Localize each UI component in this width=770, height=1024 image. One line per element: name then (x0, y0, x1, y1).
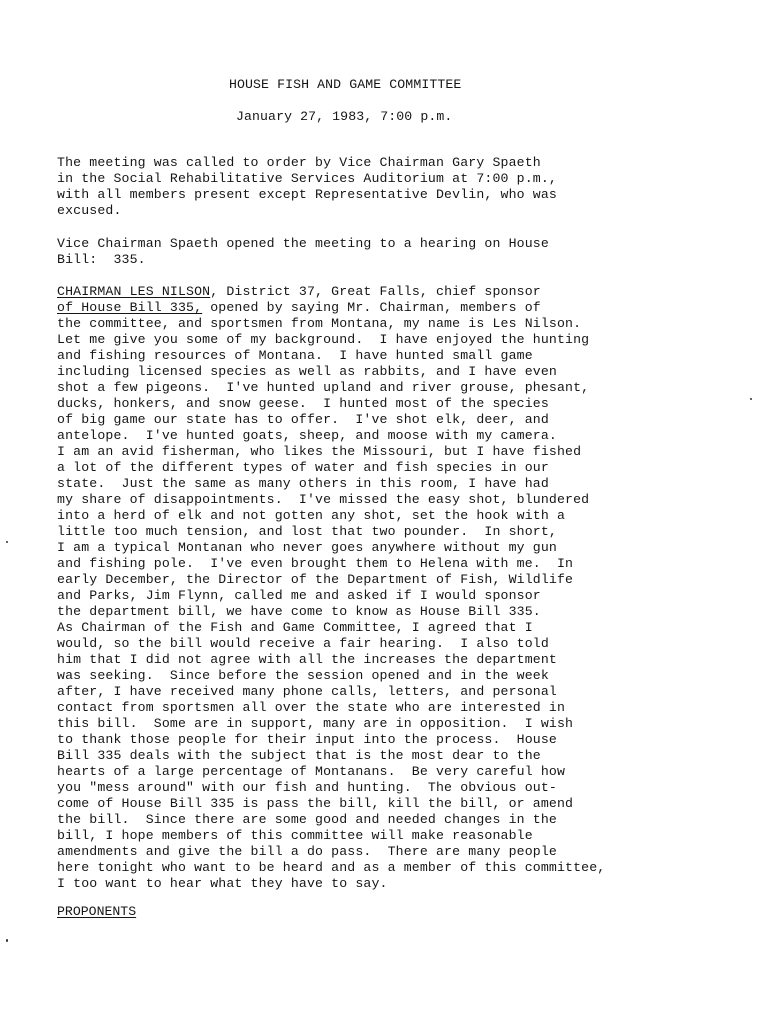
paragraph-line: ducks, honkers, and snow geese. I hunted most of the species (57, 396, 549, 411)
bill-reference: of House Bill 335, (57, 300, 203, 315)
section-heading-proponents: PROPONENTS (57, 904, 137, 919)
paragraph-line: after, I have received many phone calls, letters, and personal (57, 684, 557, 699)
paragraph-line: state. Just the same as many others in this room, I have had (57, 476, 549, 491)
paragraph-line: As Chairman of the Fish and Game Committee, I agreed that I (57, 620, 533, 635)
paragraph-line: I am a typical Montanan who never goes anywhere without my gun (57, 540, 557, 555)
paragraph-line: the department bill, we have come to know as House Bill 335. (57, 604, 541, 619)
paragraph-line: in the Social Rehabilitative Services Auditorium at 7:00 p.m., (57, 171, 557, 186)
paragraph-line: I am an avid fisherman, who likes the Missouri, but I have fished (57, 444, 582, 459)
meeting-date: January 27, 1983, 7:00 p.m. (236, 109, 453, 124)
paragraph-line: the committee, and sportsmen from Montana, my name is Les Nilson. (57, 316, 582, 331)
paragraph-line: contact from sportsmen all over the state who are interested in (57, 700, 566, 715)
paragraph-line: bill, I hope members of this committee will make reasonable (57, 828, 533, 843)
paragraph-line: Bill: 335. (57, 252, 146, 267)
paragraph-line: antelope. I've hunted goats, sheep, and moose with my camera. (57, 428, 557, 443)
document-title: HOUSE FISH AND GAME COMMITTEE (229, 77, 462, 92)
testimony-first-line (57, 284, 605, 300)
paragraph-line: him that I did not agree with all the increases the department (57, 652, 557, 667)
paragraph-line: including licensed species as well as rabbits, and I have even (57, 364, 557, 379)
paragraph-line: shot a few pigeons. I've hunted upland and river grouse, phesant, (57, 380, 590, 395)
paragraph-line: with all members present except Representative Devlin, who was (57, 187, 557, 202)
paragraph-line: was seeking. Since before the session opened and in the week (57, 668, 549, 683)
paragraph-line: excused. (57, 203, 122, 218)
paragraph-line: my share of disappointments. I've missed the easy shot, blundered (57, 492, 590, 507)
opening-paragraph (57, 155, 557, 219)
paragraph-line: Let me give you some of my background. I have enjoyed the hunting (57, 332, 590, 347)
testimony-continuation: opened by saying Mr. Chairman, members of (202, 300, 541, 315)
paragraph-line: here tonight who want to be heard and as a member of this committee, (57, 860, 606, 875)
paragraph-line: The meeting was called to order by Vice Chairman Gary Spaeth (57, 155, 541, 170)
paragraph-line: and Parks, Jim Flynn, called me and asked if I would sponsor (57, 588, 541, 603)
paragraph-line: Vice Chairman Spaeth opened the meeting to a hearing on House (57, 236, 549, 251)
paragraph-line: hearts of a large percentage of Montanans. Be very careful how (57, 764, 566, 779)
testimony-paragraph (57, 284, 605, 892)
speaker-intro: , District 37, Great Falls, chief sponsor (210, 284, 541, 299)
scan-speck (6, 939, 8, 942)
paragraph-line: and fishing resources of Montana. I have hunted small game (57, 348, 533, 363)
paragraph-line: would, so the bill would receive a fair hearing. I also told (57, 636, 549, 651)
paragraph-line: of big game our state has to offer. I've shot elk, deer, and (57, 412, 549, 427)
paragraph-line: you "mess around" with our fish and hunting. The obvious out- (57, 780, 557, 795)
testimony-second-line (57, 300, 605, 316)
paragraph-line: little too much tension, and lost that two pounder. In short, (57, 524, 557, 539)
speaker-name: CHAIRMAN LES NILSON (57, 284, 211, 299)
testimony-body (57, 316, 605, 892)
paragraph-line: to thank those people for their input into the process. House (57, 732, 557, 747)
paragraph-line: into a herd of elk and not gotten any shot, set the hook with a (57, 508, 566, 523)
paragraph-line: Bill 335 deals with the subject that is the most dear to the (57, 748, 541, 763)
paragraph-line: and fishing pole. I've even brought them to Helena with me. In (57, 556, 574, 571)
paragraph-line: a lot of the different types of water and fish species in our (57, 460, 549, 475)
paragraph-line: come of House Bill 335 is pass the bill, kill the bill, or amend (57, 796, 574, 811)
paragraph-line: early December, the Director of the Department of Fish, Wildlife (57, 572, 574, 587)
paragraph-line: amendments and give the bill a do pass. There are many people (57, 844, 557, 859)
paragraph-line: this bill. Some are in support, many are in opposition. I wish (57, 716, 574, 731)
scan-speck (750, 398, 752, 400)
paragraph-line: the bill. Since there are some good and needed changes in the (57, 812, 557, 827)
paragraph-line: I too want to hear what they have to say. (57, 876, 388, 891)
hearing-paragraph (57, 236, 549, 268)
scan-speck (6, 541, 8, 543)
